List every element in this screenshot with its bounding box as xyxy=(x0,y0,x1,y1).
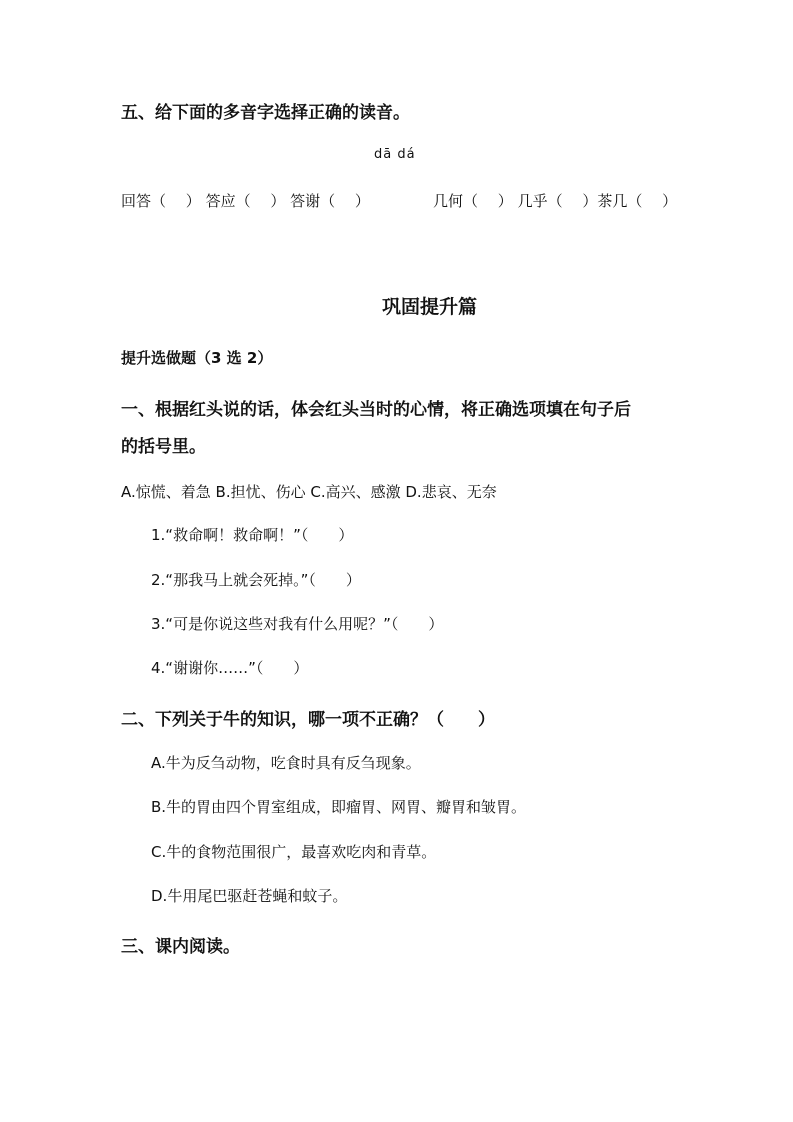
q1-item-2: 2.“那我马上就会死掉。”（ ） xyxy=(151,571,361,589)
q2-option-d: D.牛用尾巴驱赶苍蝇和蚊子。 xyxy=(151,887,348,905)
item-daying: 答应（ ） xyxy=(205,192,286,210)
q1-heading-line2: 的括号里。 xyxy=(121,437,206,457)
q3-heading: 三、课内阅读。 xyxy=(121,937,240,957)
part-title: 巩固提升篇 xyxy=(382,296,478,318)
optional-note: 提升选做题（3 选 2） xyxy=(121,349,273,367)
q1-item-4: 4.“谢谢你……”（ ） xyxy=(151,659,309,677)
item-huida: 回答（ ） xyxy=(121,192,201,210)
q2-heading: 二、下列关于牛的知识，哪一项不正确？（ ） xyxy=(121,710,495,730)
item-daxie: 答谢（ ） xyxy=(290,192,370,210)
q1-heading-line1: 一、根据红头说的话，体会红头当时的心情，将正确选项填在句子后 xyxy=(121,400,631,420)
q2-option-c: C.牛的食物范围很广，最喜欢吃肉和青草。 xyxy=(151,843,437,861)
q2-option-b: B.牛的胃由四个胃室组成，即瘤胃、网胃、瓣胃和皱胃。 xyxy=(151,798,527,816)
section5-items-right xyxy=(433,190,677,211)
item-jihe: 几何（ ） xyxy=(433,192,513,210)
section5-heading: 五、给下面的多音字选择正确的读音。 xyxy=(121,103,410,123)
q1-options: A.惊慌、着急 B.担忧、伤心 C.高兴、感激 D.悲哀、无奈 xyxy=(121,483,497,501)
q1-item-3: 3.“可是你说这些对我有什么用呢？”（ ） xyxy=(151,615,444,633)
item-jihu-chaji: 几乎（ ）茶几（ ） xyxy=(517,192,678,210)
section5-items-left xyxy=(121,190,370,211)
q2-option-a: A.牛为反刍动物，吃食时具有反刍现象。 xyxy=(151,754,421,772)
q1-item-1: 1.“救命啊！救命啊！”（ ） xyxy=(151,526,354,544)
pinyin-options: dā dá xyxy=(374,147,416,162)
